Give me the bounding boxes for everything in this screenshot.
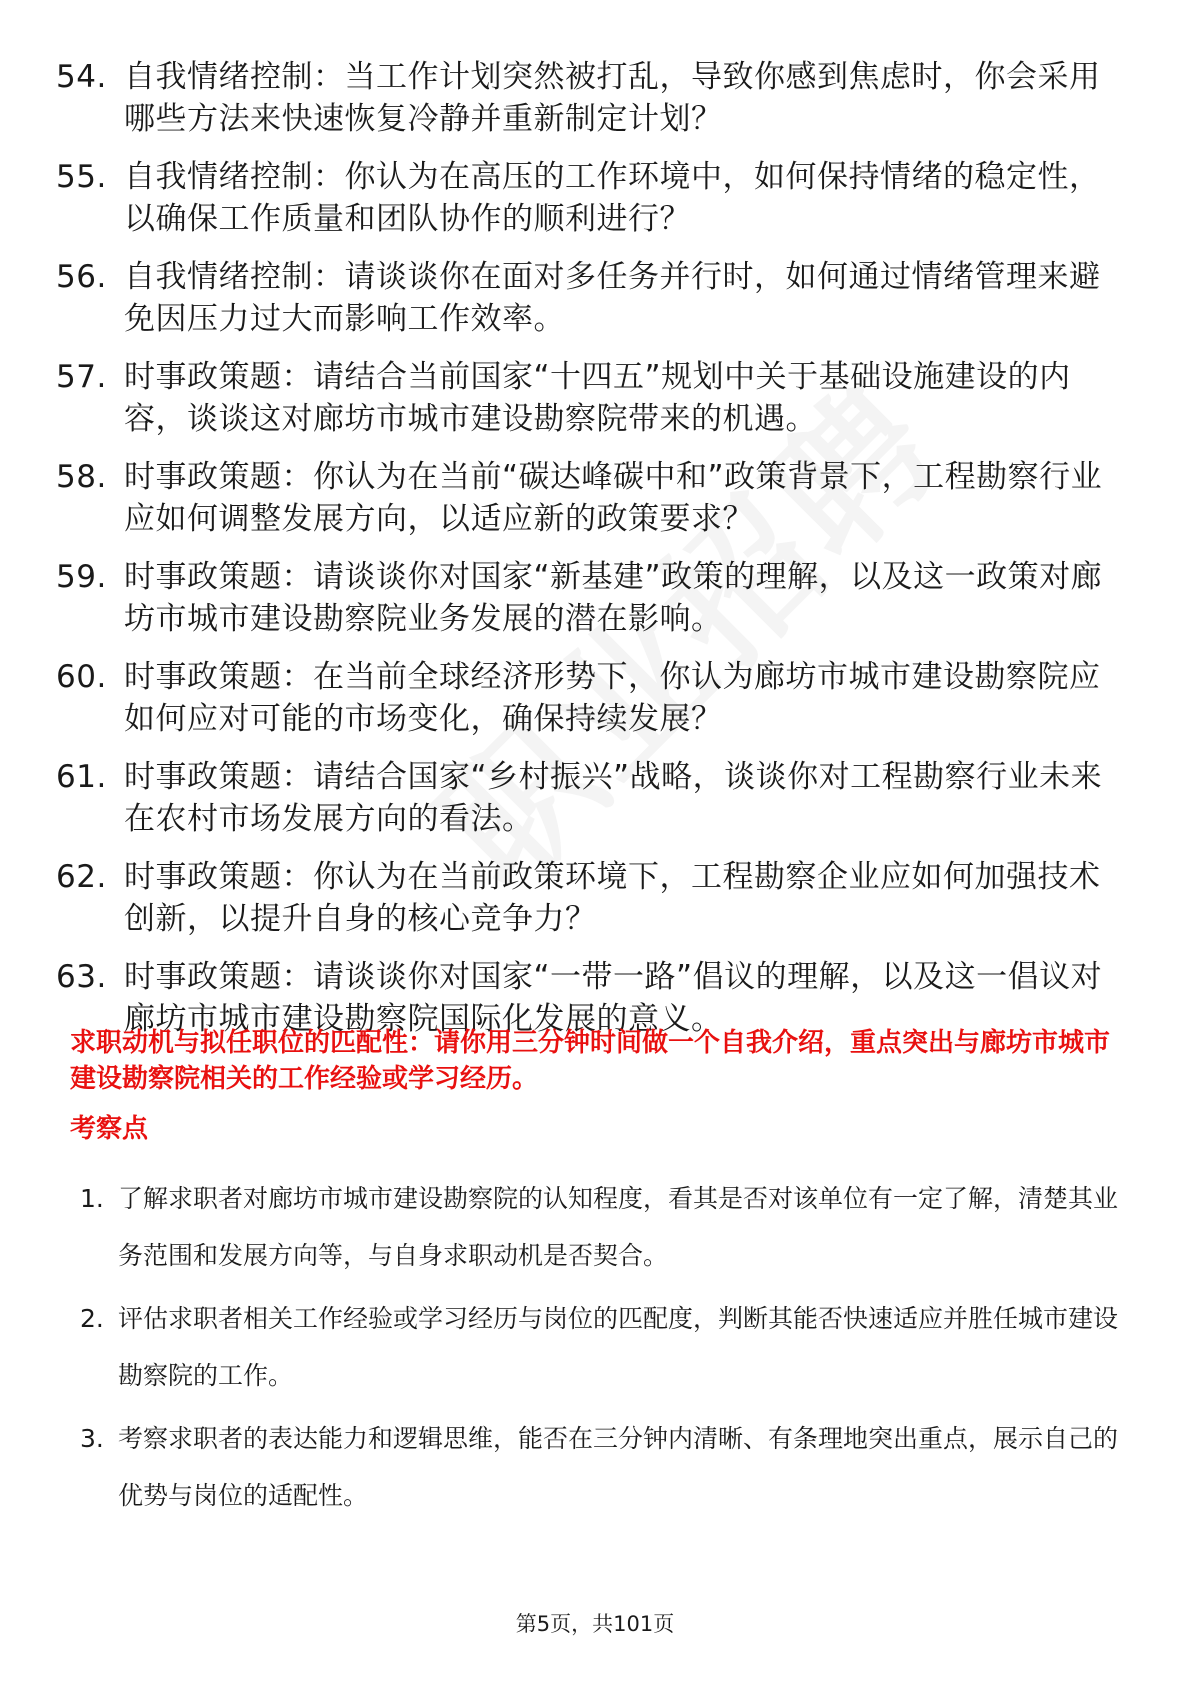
question-item	[56, 156, 1126, 240]
question-item	[56, 756, 1126, 840]
section-title: 求职动机与拟任职位的匹配性：	[70, 1028, 435, 1058]
assessment-point	[80, 1290, 1120, 1404]
question-item	[56, 856, 1126, 940]
question-item	[56, 56, 1126, 140]
section-heading	[70, 1025, 1130, 1097]
question-item	[56, 556, 1126, 640]
point-number: 2.	[80, 1304, 104, 1333]
question-number: 58.	[56, 459, 107, 495]
point-text: 评估求职者相关工作经验或学习经历与岗位的匹配度，判断其能否快速适应并胜任城市建设勘察院的工作。	[118, 1304, 1119, 1390]
question-number: 61.	[56, 759, 107, 795]
question-number: 54.	[56, 59, 107, 95]
point-number: 1.	[80, 1184, 104, 1213]
question-text: 时事政策题：请谈谈你对国家“新基建”政策的理解，以及这一政策对廊坊市城市建设勘察院业务发展的潜在影响。	[124, 559, 1103, 637]
question-list	[56, 56, 1126, 1056]
question-item	[56, 456, 1126, 540]
question-text: 自我情绪控制：请谈谈你在面对多任务并行时，如何通过情绪管理来避免因压力过大而影响工作效率。	[124, 259, 1101, 337]
question-number: 55.	[56, 159, 107, 195]
assessment-point	[80, 1410, 1120, 1524]
question-number: 59.	[56, 559, 107, 595]
question-text: 时事政策题：请谈谈你对国家“一带一路”倡议的理解，以及这一倡议对廊坊市城市建设勘察院国际化发展的意义。	[124, 959, 1103, 1037]
question-text: 时事政策题：请结合当前国家“十四五”规划中关于基础设施建设的内容，谈谈这对廊坊市城市建设勘察院带来的机遇。	[124, 359, 1071, 437]
question-text: 时事政策题：你认为在当前政策环境下，工程勘察企业应如何加强技术创新，以提升自身的核心竞争力？	[124, 859, 1101, 937]
question-number: 63.	[56, 959, 107, 995]
question-text: 自我情绪控制：你认为在高压的工作环境中，如何保持情绪的稳定性，以确保工作质量和团队协作的顺利进行？	[124, 159, 1101, 237]
section-prompt: 请你用三分钟时间做一个自我介绍，重点突出与廊坊市城市建设勘察院相关的工作经验或学习经历。	[70, 1028, 1111, 1094]
point-text: 考察求职者的表达能力和逻辑思维，能否在三分钟内清晰、有条理地突出重点，展示自己的优势与岗位的适配性。	[118, 1424, 1119, 1510]
question-text: 自我情绪控制：当工作计划突然被打乱，导致你感到焦虑时，你会采用哪些方法来快速恢复冷静并重新制定计划？	[124, 59, 1101, 137]
question-number: 56.	[56, 259, 107, 295]
question-text: 时事政策题：在当前全球经济形势下，你认为廊坊市城市建设勘察院应如何应对可能的市场变化，确保持续发展？	[124, 659, 1101, 737]
question-number: 57.	[56, 359, 107, 395]
question-number: 60.	[56, 659, 107, 695]
question-text: 时事政策题：你认为在当前“碳达峰碳中和”政策背景下，工程勘察行业应如何调整发展方向，以适应新的政策要求？	[124, 459, 1103, 537]
question-number: 62.	[56, 859, 107, 895]
assessment-point	[80, 1170, 1120, 1284]
assessment-points-heading: 考察点	[70, 1114, 149, 1144]
question-item	[56, 356, 1126, 440]
point-text: 了解求职者对廊坊市城市建设勘察院的认知程度，看其是否对该单位有一定了解，清楚其业务范围和发展方向等，与自身求职动机是否契合。	[118, 1184, 1119, 1270]
question-item	[56, 656, 1126, 740]
question-text: 时事政策题：请结合国家“乡村振兴”战略，谈谈你对工程勘察行业未来在农村市场发展方向的看法。	[124, 759, 1103, 837]
page-footer: 第5页，共101页	[515, 1612, 675, 1636]
question-item	[56, 256, 1126, 340]
assessment-points-list	[80, 1170, 1120, 1530]
point-number: 3.	[80, 1424, 104, 1453]
